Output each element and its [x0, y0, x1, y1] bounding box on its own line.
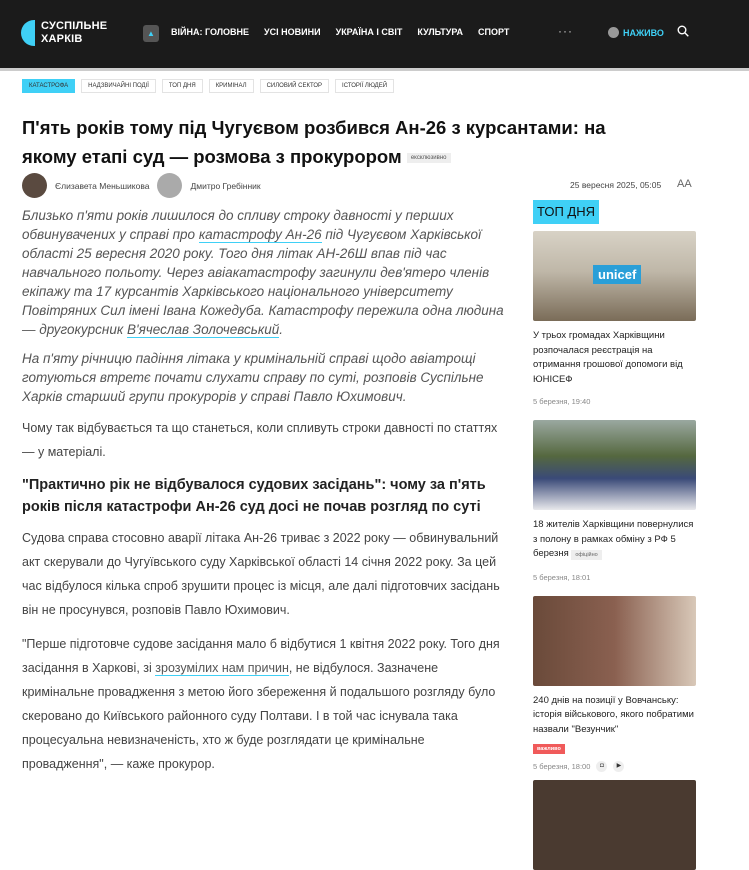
text: , не відбулося. Зазначене кримінальне провадження з метою його збереження й подальшого розгляду було скеровано до Київського районного суду Полтави. І в той час існувала така процесуальна невизначеність, хто ж буде розглядати це кримінальне провадження", — каже прокурор. — [22, 661, 496, 771]
text: "Перше підготовче судове засідання мало б відбутися 1 квітня 2022 року. Того дня засідання в Харкові, зі — [22, 637, 500, 675]
live-button[interactable] — [608, 27, 664, 38]
news-title-text: 18 жителів Харківщини повернулися з полону в рамках обміну з РФ 5 березня — [533, 519, 694, 559]
tag-people-stories[interactable]: ІСТОРІЇ ЛЮДЕЙ — [335, 79, 394, 93]
news-date: 5 березня, 19:40 — [533, 397, 591, 406]
nav-ukraine-world[interactable]: УКРАЇНА І СВІТ — [335, 27, 403, 37]
news-thumbnail[interactable] — [533, 420, 696, 510]
nav-all-news[interactable]: УСІ НОВИНИ — [264, 27, 321, 37]
authors — [22, 173, 261, 198]
news-title[interactable] — [533, 518, 696, 563]
author-name[interactable]: Єлизавета Меньшикова — [55, 180, 150, 191]
author-name[interactable]: Дмитро Гребінник — [190, 180, 261, 191]
article-title-text: П'ять років тому під Чугуєвом розбився Ан-26 з курсантами: на якому етапі суд — розмова з прокурором — [22, 117, 606, 167]
search-icon[interactable] — [677, 25, 689, 37]
paragraph: Чому так відбувається та що станеться, коли спливуть строки давності по статтях — у матеріалі. — [22, 421, 498, 459]
more-menu-button[interactable]: ··· — [558, 24, 573, 38]
article-body — [22, 206, 512, 786]
important-badge: важливо — [533, 744, 565, 754]
nav-war[interactable]: ВІЙНА: ГОЛОВНЕ — [171, 27, 250, 37]
article-link[interactable]: катастрофу Ан-26 — [198, 227, 322, 242]
exclusive-badge: ексклюзивно — [407, 153, 451, 163]
lead-paragraph: На п'яту річницю падіння літака у кримінальній справі щодо авіатрощі готуються втретє почати слухати справу по суті, розповів Суспільне Харків старший групи прокурорів у справі Павло Юхимович. — [22, 351, 484, 404]
news-thumbnail[interactable] — [533, 596, 696, 686]
logo-mark-icon — [21, 20, 35, 46]
text: Близько п'яти років лишилося до спливу строку давності у перших обвинувачених у справі про — [22, 208, 454, 242]
logo-line-2: ХАРКІВ — [41, 33, 83, 45]
news-title[interactable]: 240 днів на позиції у Вовчанську: історія військового, якого побратими назвали "Везунчик" — [533, 694, 694, 735]
tag-criminal[interactable]: КРИМІНАЛ — [209, 79, 254, 93]
header-divider — [0, 68, 749, 71]
live-play-icon — [608, 27, 619, 38]
paragraph: Судова справа стосовно аварії літака Ан-26 триває з 2022 року — обвинувальний акт скерували до Чугуївського суду Харківської області 14 січня 2022 року. За цей час відбулося кілька спроб зрушити процес із місця, але далі підготовчих засідань він не просунувся, розповів Павло Юхимович. — [22, 531, 500, 617]
play-icon: ▶ — [613, 761, 624, 772]
tag-list — [22, 79, 394, 93]
news-thumbnail[interactable] — [533, 780, 696, 870]
site-header — [0, 0, 749, 68]
news-title[interactable]: У трьох громадах Харківщини розпочалася реєстрація на отримання грошової допомоги від ЮНІСЕФ — [533, 330, 683, 385]
tag-security[interactable]: СИЛОВИЙ СЕКТОР — [260, 79, 329, 93]
news-item[interactable] — [533, 596, 696, 773]
article-link[interactable]: зрозумілих нам причин — [155, 661, 289, 675]
publish-date: 25 вересня 2025, 05:05 — [570, 180, 662, 190]
article-link[interactable]: В'ячеслав Золочевський — [126, 322, 280, 337]
news-date: 5 березня, 18:01 — [533, 572, 591, 582]
main-nav — [171, 27, 509, 37]
news-thumbnail[interactable] — [533, 231, 696, 321]
article-title — [22, 113, 662, 173]
camera-icon: ◘ — [596, 761, 607, 772]
nav-sport[interactable]: СПОРТ — [478, 27, 510, 37]
text: під Чугуєвом Харківської області 25 вересня 2020 року. Того дня літак АН-26Ш впав під час навчального польоту. Через авіакатастрофу загинули дев'ятеро членів екіпажу та 17 курсантів Харківського національного університету Повітряних Сил імені Івана Кожедуба. Катастрофу пережила одна людина — другокурсник — [22, 227, 504, 337]
sidebar-title: ТОП ДНЯ — [533, 200, 599, 224]
site-logo[interactable] — [21, 20, 107, 46]
home-icon[interactable]: ▲ — [143, 25, 159, 42]
tag-top-day[interactable]: ТОП ДНЯ — [162, 79, 203, 93]
author-avatar[interactable] — [22, 173, 47, 198]
nav-culture[interactable]: КУЛЬТУРА — [417, 27, 464, 37]
font-size-icon[interactable]: AA — [677, 178, 692, 190]
paragraph — [22, 632, 512, 776]
live-label: НАЖИВО — [623, 27, 664, 38]
text: . — [279, 322, 284, 337]
tag-emergencies[interactable]: НАДЗВИЧАЙНІ ПОДІЇ — [81, 79, 156, 93]
section-heading: "Практично рік не відбувалося судових засідань": чому за п'ять років після катастрофи Ан-26 суд досі не почав розгляд по суті — [22, 477, 486, 515]
logo-line-1: СУСПІЛЬНЕ — [41, 20, 108, 32]
tag-catastrophe[interactable]: КАТАСТРОФА — [22, 79, 75, 93]
news-item[interactable] — [533, 231, 696, 406]
top-of-day-sidebar — [533, 200, 696, 870]
news-item[interactable] — [533, 420, 696, 582]
official-badge: офіційно — [571, 550, 601, 560]
author-avatar[interactable] — [157, 173, 182, 198]
lead-paragraph — [22, 206, 512, 339]
news-date: 5 березня, 18:00 — [533, 762, 591, 771]
unicef-logo: unicef — [593, 265, 641, 284]
